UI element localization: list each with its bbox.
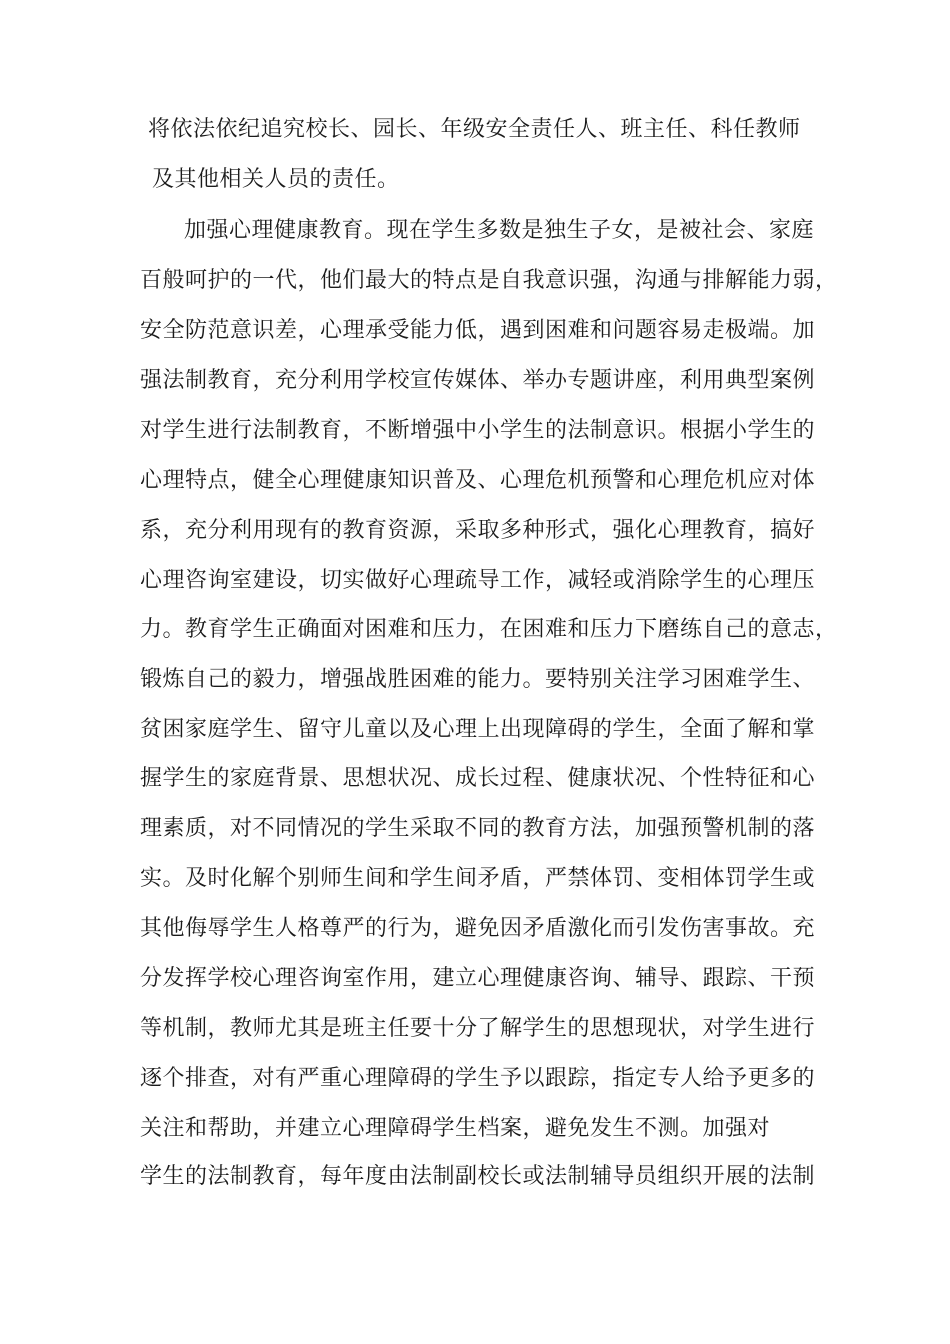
text-line-8: 心理特点，健全心理健康知识普及、心理危机预警和心理危机应对体 <box>140 468 816 493</box>
text-line-19: 等机制，教师尤其是班主任要十分了解学生的思想现状，对学生进行 <box>140 1016 816 1041</box>
text-line-5: 安全防范意识差，心理承受能力低，遇到困难和问题容易走极端。加 <box>140 318 816 343</box>
text-line-10: 心理咨询室建设，切实做好心理疏导工作，减轻或消除学生的心理压 <box>140 568 816 593</box>
text-line-20: 逐个排查，对有严重心理障碍的学生予以跟踪，指定专人给予更多的 <box>140 1066 816 1091</box>
text-line-2: 及其他相关人员的责任。 <box>152 167 400 192</box>
text-line-14: 握学生的家庭背景、思想状况、成长过程、健康状况、个性特征和心 <box>140 766 816 791</box>
text-line-17: 其他侮辱学生人格尊严的行为，避免因矛盾激化而引发伤害事故。充 <box>140 916 816 941</box>
text-line-16: 实。及时化解个别师生间和学生间矛盾，严禁体罚、变相体罚学生或 <box>140 866 816 891</box>
text-line-7: 对学生进行法制教育，不断增强中小学生的法制意识。根据小学生的 <box>140 418 816 443</box>
text-line-9: 系，充分利用现有的教育资源，采取多种形式，强化心理教育，搞好 <box>140 518 816 543</box>
text-line-4: 百般呵护的一代，他们最大的特点是自我意识强，沟通与排解能力弱， <box>140 268 838 293</box>
text-line-22: 学生的法制教育，每年度由法制副校长或法制辅导员组织开展的法制 <box>140 1164 816 1189</box>
text-line-21: 关注和帮助，并建立心理障碍学生档案，避免发生不测。加强对 <box>140 1116 771 1141</box>
text-line-13: 贫困家庭学生、留守儿童以及心理上出现障碍的学生，全面了解和掌 <box>140 717 816 742</box>
text-line-3: 加强心理健康教育。现在学生多数是独生子女，是被社会、家庭 <box>184 218 815 243</box>
text-line-12: 锻炼自己的毅力，增强战胜困难的能力。要特别关注学习困难学生、 <box>140 667 816 692</box>
text-line-6: 强法制教育，充分利用学校宣传媒体、举办专题讲座，利用典型案例 <box>140 368 816 393</box>
text-line-1: 将依法依纪追究校长、园长、年级安全责任人、班主任、科任教师 <box>148 117 801 142</box>
text-line-11: 力。教育学生正确面对困难和压力，在困难和压力下磨练自己的意志， <box>140 617 838 642</box>
text-line-18: 分发挥学校心理咨询室作用，建立心理健康咨询、辅导、跟踪、干预 <box>140 966 816 991</box>
text-line-15: 理素质，对不同情况的学生采取不同的教育方法，加强预警机制的落 <box>140 816 816 841</box>
